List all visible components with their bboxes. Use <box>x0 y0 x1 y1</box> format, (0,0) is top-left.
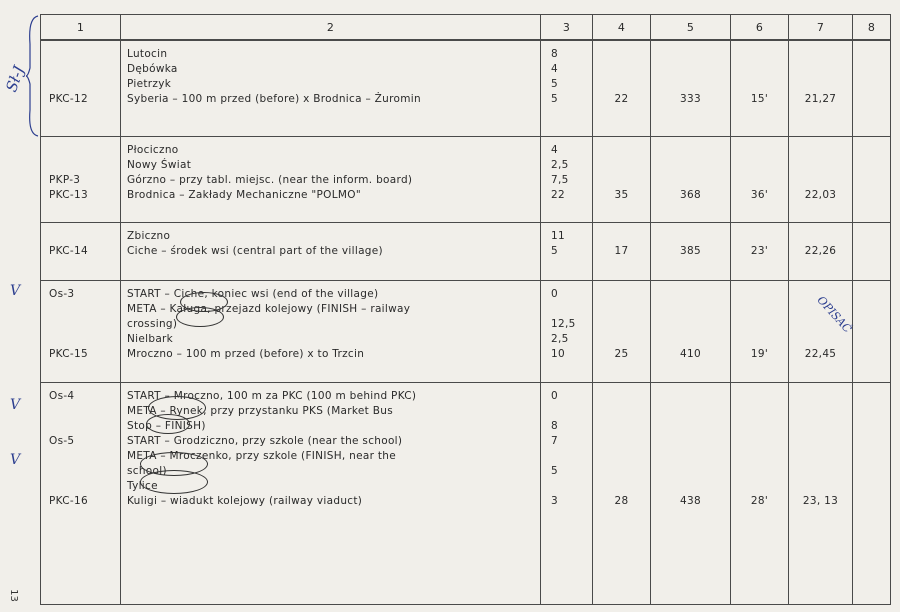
codes-line <box>47 449 114 464</box>
km-line <box>547 302 586 317</box>
c7-cell <box>789 41 853 137</box>
km-cell <box>541 383 593 605</box>
places-line: school) <box>127 465 167 477</box>
c6-cell <box>731 223 789 281</box>
c5-cell <box>651 383 731 605</box>
c4-value: 25 <box>614 348 629 360</box>
km-line: 5 <box>551 93 558 105</box>
places-line: Brodnica – Zakłady Mechaniczne "POLMO" <box>127 189 361 201</box>
places-line: Pietrzyk <box>127 78 172 90</box>
codes-line <box>47 229 114 244</box>
c8-cell <box>853 41 891 137</box>
codes-line <box>47 479 114 494</box>
codes-line: PKC-15 <box>49 348 88 360</box>
places-cell <box>121 137 541 223</box>
codes-line <box>47 317 114 332</box>
km-line: 8 <box>551 420 558 432</box>
c8-cell <box>853 137 891 223</box>
codes-line: PKC-12 <box>49 93 88 105</box>
hand-circle-mark <box>140 470 208 494</box>
codes-line <box>47 47 114 62</box>
codes-line <box>47 404 114 419</box>
c4-value: 28 <box>614 495 629 507</box>
codes-line: PKC-13 <box>49 189 88 201</box>
c7-cell <box>789 383 853 605</box>
header-col-5: 5 <box>651 15 731 40</box>
codes-line: Os-5 <box>49 435 75 447</box>
hand-circle-mark <box>176 307 224 327</box>
header-col-2: 2 <box>121 15 541 40</box>
c6-cell <box>731 41 789 137</box>
km-line: 3 <box>551 495 558 507</box>
c5-value: 368 <box>680 189 701 201</box>
places-line: META – Mroczenko, przy szkole (FINISH, near the <box>127 450 397 462</box>
c4-value: 17 <box>614 245 629 257</box>
c5-cell <box>651 223 731 281</box>
codes-line: Os-4 <box>49 390 75 402</box>
checkmark-os4: V <box>10 397 21 413</box>
header-col-8: 8 <box>853 15 891 40</box>
header-col-6: 6 <box>731 15 789 40</box>
c4-value: 35 <box>614 189 629 201</box>
table-row <box>41 281 891 383</box>
codes-line: PKC-16 <box>49 495 88 507</box>
km-line <box>547 449 586 464</box>
km-line: 4 <box>551 144 558 156</box>
c4-cell <box>593 137 651 223</box>
bracket-mark <box>26 14 40 138</box>
c6-cell <box>731 383 789 605</box>
c6-value: 28' <box>750 495 769 507</box>
codes-line <box>47 62 114 77</box>
places-line: Ciche – środek wsi (central part of the village) <box>127 245 383 257</box>
km-line: 5 <box>551 78 558 90</box>
km-line: 7,5 <box>551 174 569 186</box>
km-line: 22 <box>551 189 565 201</box>
places-line: META – Rynek, przy przystanku PKS (Market Bus <box>127 405 393 417</box>
c4-cell <box>593 281 651 383</box>
c4-cell <box>593 223 651 281</box>
places-line: META – Kaługa, przejazd kolejowy (FINISH – railway <box>127 303 411 315</box>
km-line: 7 <box>551 435 558 447</box>
c5-cell <box>651 137 731 223</box>
places-line: Płociczno <box>127 144 179 156</box>
km-line: 12,5 <box>551 318 576 330</box>
codes-cell <box>41 281 121 383</box>
codes-line: PKC-14 <box>49 245 88 257</box>
c7-value: 22,26 <box>804 245 837 257</box>
places-line: Nowy Świat <box>127 159 192 171</box>
c8-cell <box>853 383 891 605</box>
checkmark-os5: V <box>10 452 21 468</box>
codes-line: PKP-3 <box>49 174 81 186</box>
km-line: 2,5 <box>551 159 569 171</box>
codes-cell <box>41 223 121 281</box>
table-row <box>41 41 891 137</box>
c6-cell <box>731 281 789 383</box>
places-line: Kuligi – wiadukt kolejowy (railway viaduct) <box>127 495 363 507</box>
c4-value: 22 <box>614 93 629 105</box>
km-line <box>547 404 586 419</box>
header-col-7: 7 <box>789 15 853 40</box>
codes-line <box>47 464 114 479</box>
c7-value: 22,45 <box>804 348 837 360</box>
km-line: 5 <box>551 245 558 257</box>
codes-cell <box>41 383 121 605</box>
header-col-3: 3 <box>541 15 593 40</box>
km-line <box>547 479 586 494</box>
codes-line <box>47 302 114 317</box>
places-line: Syberia – 100 m przed (before) x Brodnica – Żuromin <box>127 93 421 105</box>
codes-cell <box>41 137 121 223</box>
c7-value: 22,03 <box>804 189 837 201</box>
route-table-body <box>40 40 891 605</box>
places-line: crossing) <box>127 318 178 330</box>
km-line: 0 <box>551 288 558 300</box>
places-line: Nielbark <box>127 333 174 345</box>
km-cell <box>541 137 593 223</box>
km-line: 11 <box>551 230 565 242</box>
places-cell <box>121 223 541 281</box>
handwritten-side-note: Sł-J <box>2 63 29 95</box>
c5-cell <box>651 281 731 383</box>
c5-value: 438 <box>680 495 701 507</box>
c6-value: 19' <box>750 348 769 360</box>
places-line: START – Grodziczno, przy szkole (near the school) <box>127 435 403 447</box>
places-line: Mroczno – 100 m przed (before) x to Trzcin <box>127 348 365 360</box>
c6-value: 15' <box>750 93 769 105</box>
km-line: 8 <box>551 48 558 60</box>
codes-line: Os-3 <box>49 288 75 300</box>
c7-value: 23, 13 <box>802 495 839 507</box>
hand-circle-mark <box>146 414 190 434</box>
header-col-4: 4 <box>593 15 651 40</box>
header-col-1: 1 <box>41 15 121 40</box>
km-line: 5 <box>551 465 558 477</box>
codes-line <box>47 77 114 92</box>
places-line: Górzno – przy tabl. miejsc. (near the inform. board) <box>127 174 413 186</box>
codes-line <box>47 143 114 158</box>
places-line: START – Ciche, koniec wsi (end of the village) <box>127 288 379 300</box>
places-line: Tylice <box>127 480 158 492</box>
c8-cell <box>853 281 891 383</box>
c5-value: 385 <box>680 245 701 257</box>
route-table <box>40 14 891 40</box>
c5-cell <box>651 41 731 137</box>
codes-cell <box>41 41 121 137</box>
handwritten-opisac: OPISAĆ <box>814 293 855 336</box>
c6-cell <box>731 137 789 223</box>
document-sheet <box>40 14 890 600</box>
c7-cell <box>789 137 853 223</box>
places-line: Dębówka <box>127 63 178 75</box>
c4-cell <box>593 41 651 137</box>
places-line: START – Mroczno, 100 m za PKC (100 m behind PKC) <box>127 390 417 402</box>
c5-value: 333 <box>680 93 701 105</box>
c6-value: 36' <box>750 189 769 201</box>
c8-cell <box>853 223 891 281</box>
codes-line <box>47 419 114 434</box>
km-line: 2,5 <box>551 333 569 345</box>
c7-value: 21,27 <box>804 93 837 105</box>
km-cell <box>541 223 593 281</box>
table-row <box>41 223 891 281</box>
km-line: 10 <box>551 348 565 360</box>
table-row <box>41 137 891 223</box>
km-line: 0 <box>551 390 558 402</box>
table-header-row <box>41 15 891 40</box>
km-cell <box>541 41 593 137</box>
km-cell <box>541 281 593 383</box>
places-line: Stop – FINISH) <box>127 420 206 432</box>
checkmark-os3: V <box>10 283 21 299</box>
page-number: 13 <box>7 589 19 602</box>
places-line: Lutocin <box>127 48 168 60</box>
places-cell <box>121 41 541 137</box>
places-line: Zbiczno <box>127 230 171 242</box>
codes-line <box>47 332 114 347</box>
c6-value: 23' <box>750 245 769 257</box>
c4-cell <box>593 383 651 605</box>
c7-cell <box>789 223 853 281</box>
codes-line <box>47 158 114 173</box>
c5-value: 410 <box>680 348 701 360</box>
km-line: 4 <box>551 63 558 75</box>
